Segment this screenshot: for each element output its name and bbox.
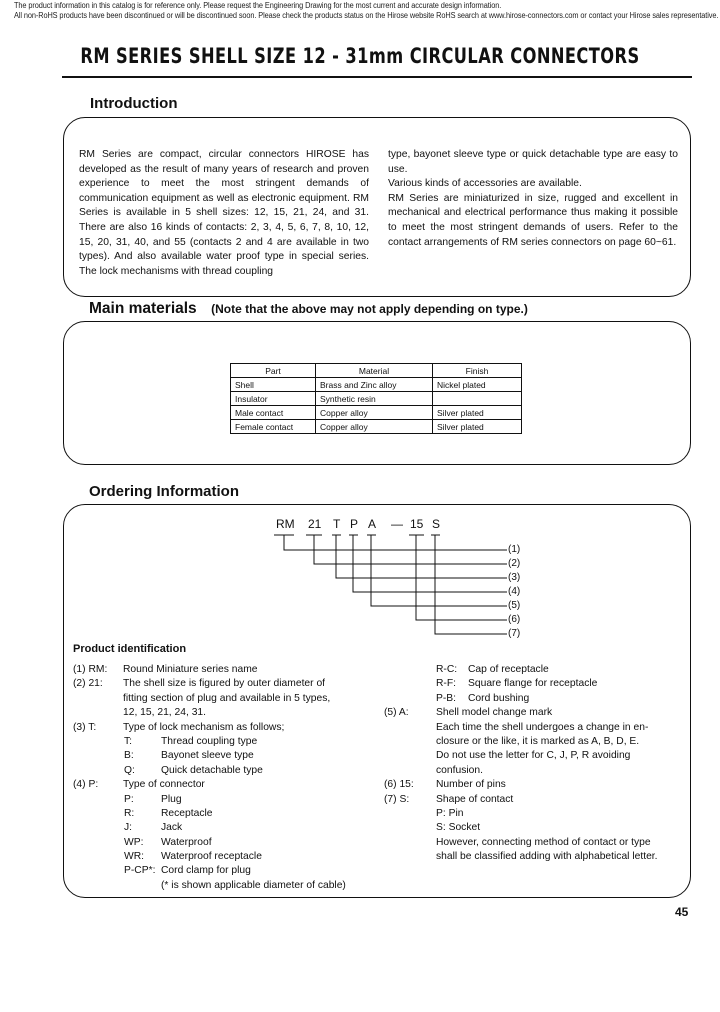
id-value: Quick detachable type: [161, 764, 263, 776]
intro-paragraph-right-2: Various kinds of accessories are available.: [388, 178, 582, 190]
cell-part: Female contact: [231, 420, 316, 434]
cell-finish: Silver plated: [433, 406, 522, 420]
id-value: Type of connector: [123, 779, 205, 791]
col-material: Material: [316, 364, 433, 378]
id-key: WR:: [124, 851, 145, 863]
cell-material: Synthetic resin: [316, 392, 433, 406]
cell-part: Male contact: [231, 406, 316, 420]
intro-paragraph-left: RM Series are compact, circular connectors HIROSE has developed as the result of many years of research and proven experience to meet the most stringent demands of communication equipment as well as electronic equipment. RM Series is available in 5 shell sizes: 12, 15, 21, 24, and 31. There are also 16 kinds of contacts: 2, 3, 4, 5, 6, 7, 8, 10, 12, 15, 20, 31, 40, and 55 (contacts 2 and 4 are available in two types). And also available water proof type in special series. The lock mechanisms with thread coupling: [79, 149, 369, 277]
id-value: Round Miniature series name: [123, 664, 258, 675]
code-rm: RM: [276, 517, 295, 531]
id-key: (1) RM:: [73, 664, 108, 675]
id-key: (4) P:: [73, 779, 99, 791]
id-value: S: Socket: [436, 822, 481, 834]
id-key: (7) S:: [384, 793, 410, 805]
id-value: Each time the shell undergoes a change in en-: [436, 721, 649, 733]
id-key: R:: [124, 807, 135, 819]
id-key: P-CP*:: [124, 865, 156, 877]
ordering-heading: Ordering Information: [89, 483, 239, 500]
id-key: R-F:: [436, 678, 457, 690]
id-value: Shell model change mark: [436, 707, 553, 719]
id-key: T:: [124, 735, 133, 747]
product-identification-heading: Product identification: [73, 643, 187, 655]
code-21: 21: [308, 517, 322, 531]
id-key: P-B:: [436, 692, 457, 704]
id-value: confusion.: [436, 764, 483, 776]
page-number: 45: [675, 905, 689, 919]
id-value: The shell size is figured by outer diameter of: [123, 678, 326, 690]
cell-material: Copper alloy: [316, 420, 433, 434]
code-label-4: (4): [508, 586, 521, 597]
id-value: shall be classified adding with alphabetical letter.: [436, 851, 658, 863]
id-value: Square flange for receptacle: [468, 678, 598, 690]
id-key: (6) 15:: [384, 779, 414, 791]
id-value: (* is shown applicable diameter of cable): [161, 879, 346, 891]
code-label-3: (3): [508, 572, 521, 583]
cell-part: Insulator: [231, 392, 316, 406]
id-value: 12, 15, 21, 24, 31.: [123, 707, 207, 719]
id-key: (2) 21:: [73, 678, 103, 690]
id-key: B:: [124, 750, 134, 762]
id-value: fitting section of plug and available in 5 types,: [123, 692, 331, 704]
cell-material: Brass and Zinc alloy: [316, 378, 433, 392]
cell-material: Copper alloy: [316, 406, 433, 420]
id-value: Shape of contact: [436, 793, 514, 805]
cell-part: Shell: [231, 378, 316, 392]
id-value: Cord bushing: [468, 692, 530, 704]
code-t: T: [333, 517, 341, 531]
id-key: Q:: [124, 764, 135, 776]
id-value: Plug: [161, 793, 182, 805]
page-title: RM SERIES SHELL SIZE 12 - 31mm CIRCULAR CONNECTORS: [80, 44, 640, 68]
code-s: S: [432, 517, 441, 531]
cell-finish: Silver plated: [433, 420, 522, 434]
col-part: Part: [231, 364, 316, 378]
id-key: (3) T:: [73, 721, 97, 733]
id-value: However, connecting method of contact or type: [436, 836, 651, 848]
code-dash: —: [391, 517, 403, 531]
code-label-2: (2): [508, 558, 521, 569]
id-value: Cap of receptacle: [468, 664, 549, 675]
code-15: 15: [410, 517, 424, 531]
id-key: (5) A:: [384, 707, 409, 719]
id-key: P:: [124, 793, 134, 805]
id-value: Receptacle: [161, 807, 213, 819]
id-value: Waterproof receptacle: [161, 851, 262, 863]
code-label-5: (5): [508, 600, 521, 611]
product-identification-right: [384, 663, 684, 864]
id-value: Type of lock mechanism as follows;: [123, 721, 285, 733]
code-p: P: [350, 517, 359, 531]
id-key: J:: [124, 822, 133, 834]
id-value: P: Pin: [436, 807, 464, 819]
id-value: Cord clamp for plug: [161, 865, 251, 877]
id-value: Waterproof: [161, 836, 212, 848]
id-value: Number of pins: [436, 779, 506, 791]
introduction-heading: Introduction: [90, 95, 178, 112]
id-value: Jack: [161, 822, 183, 834]
intro-paragraph-right-1: type, bayonet sleeve type or quick detachable type are easy to use.: [388, 149, 678, 175]
code-label-1: (1): [508, 544, 521, 555]
id-value: Bayonet sleeve type: [161, 750, 254, 762]
intro-paragraph-right-3: RM Series are miniaturized in size, rugged and excellent in mechanical and electrical performance thus making it possible to meet the most stringent demands of users. Refer to the contact arrangements of RM series connectors on page 60~61.: [388, 192, 678, 248]
id-value: Do not use the letter for C, J, P, R avoiding: [436, 750, 631, 762]
id-value: closure or the like, it is marked as A, B, D, E.: [436, 735, 640, 747]
notice-line-2: All non-RoHS products have been discontinued or will be discontinued soon. Please check the products status on the Hirose website RoHS search at www.hirose-connectors.com or contact your Hirose sales representative.: [14, 11, 719, 20]
id-key: R-C:: [436, 664, 458, 675]
materials-note: (Note that the above may not apply depending on type.): [211, 302, 528, 316]
col-finish: Finish: [433, 364, 522, 378]
product-identification-left: [73, 663, 373, 893]
id-key: WP:: [124, 836, 144, 848]
code-label-6: (6): [508, 614, 521, 625]
code-label-7: (7): [508, 628, 521, 639]
code-a: A: [368, 517, 377, 531]
id-value: Thread coupling type: [161, 735, 258, 747]
cell-finish: Nickel plated: [433, 378, 522, 392]
notice-line-1: The product information in this catalog is for reference only. Please request the Engineering Drawing for the most current and accurate design information.: [14, 1, 502, 10]
materials-heading: Main materials: [89, 300, 197, 317]
